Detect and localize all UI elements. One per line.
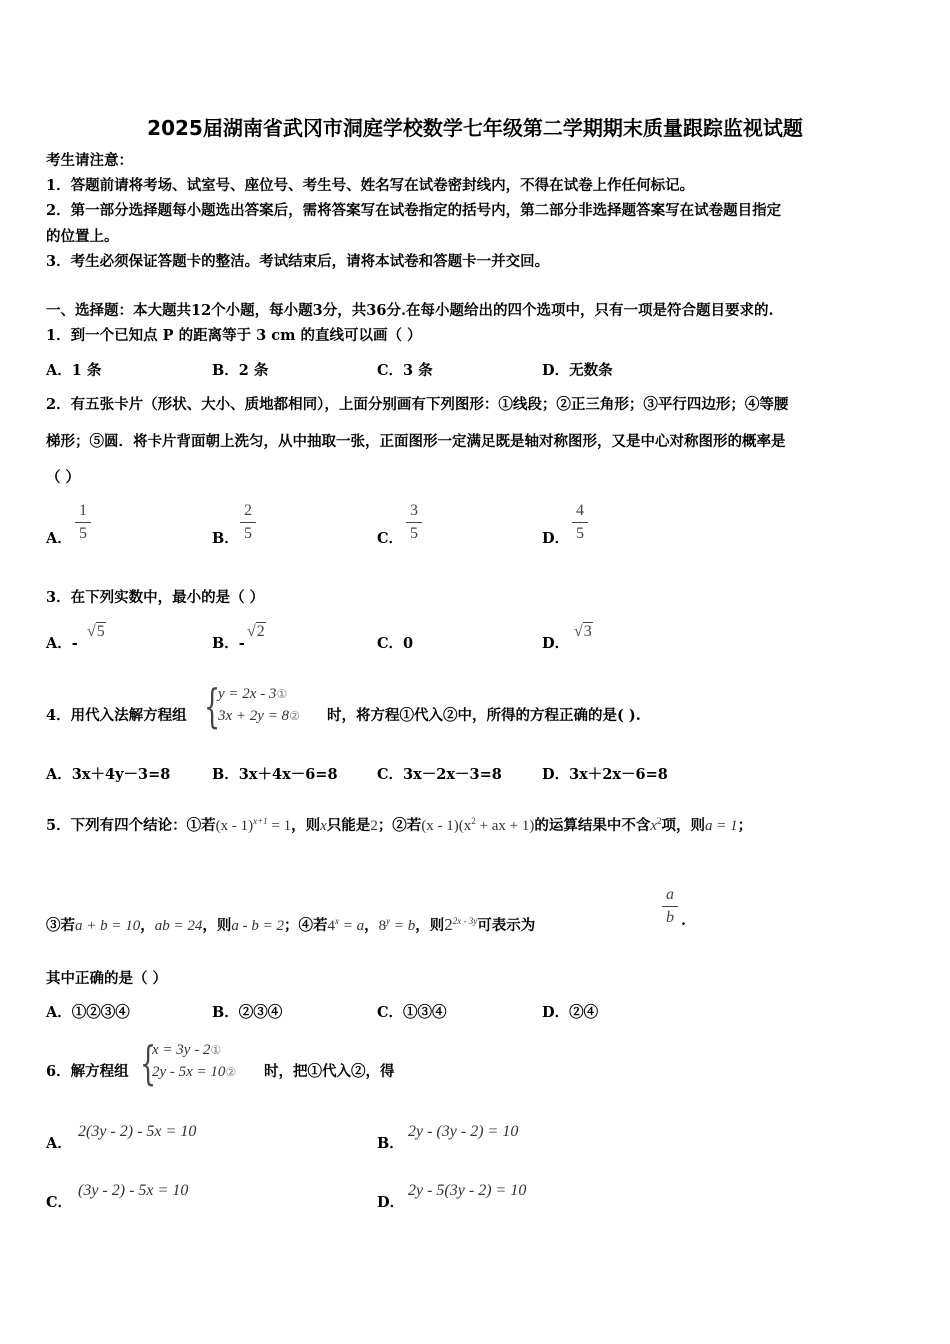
q5-text: ，: [364, 917, 379, 934]
q5-math: ab = 24: [154, 918, 203, 934]
q5-text: ③若: [46, 917, 75, 934]
q5-line-2: [46, 911, 535, 936]
fraction-numerator: 3: [410, 502, 418, 519]
q6-prefix: 6．解方程组: [46, 1063, 129, 1080]
left-brace-icon: {: [204, 679, 221, 733]
radicand: 3: [583, 623, 592, 640]
radicand: 5: [96, 623, 105, 640]
equation-text: 2y - 5x = 10: [152, 1064, 226, 1080]
q5-math: x: [320, 818, 327, 834]
q6-system: [152, 1039, 236, 1083]
q5-option-d: D．②④: [542, 1004, 599, 1021]
q3-option-a-label: A．-: [46, 635, 78, 652]
q5-math: (x - 1): [215, 818, 254, 834]
equation-text: 3x + 2y = 8: [218, 708, 290, 724]
q2-option-d-fraction: [572, 502, 588, 543]
q5-text: ；④若: [284, 917, 328, 934]
q5-math: = b: [390, 918, 416, 934]
q5-text: ，则: [291, 817, 321, 834]
q1-option-c: C．3 条: [377, 362, 433, 379]
q5-math: + ax + 1): [475, 818, 535, 834]
equation-mark: ②: [289, 709, 300, 723]
q5-math: a - b = 2: [231, 918, 284, 934]
radical-icon: √: [574, 623, 583, 640]
equation-text: y = 2x - 3: [218, 686, 277, 702]
q4-option-c: C．3x－2x－3=8: [377, 766, 502, 783]
q4-suffix: 时，将方程①代入②中，所得的方程正确的是( ).: [327, 707, 641, 724]
q5-math: 8: [378, 918, 387, 934]
radical-icon: √: [247, 623, 256, 640]
q4-option-d: D．3x＋2x－6=8: [542, 766, 668, 783]
q5-math: x: [650, 818, 658, 834]
q6-suffix: 时，把①代入②，得: [264, 1063, 395, 1080]
notice-item-1: 1．答题前请将考场、试室号、座位号、考生号、姓名写在试卷密封线内，不得在试卷上作任何标记。: [46, 177, 695, 194]
fraction-numerator: 4: [576, 502, 584, 519]
notice-item-3: 3．考生必须保证答题卡的整洁。考试结束后，请将本试卷和答题卡一并交回。: [46, 253, 550, 270]
q2-option-d-label: D．: [542, 530, 570, 547]
fraction-denominator: 5: [410, 525, 418, 542]
equation-mark: ②: [225, 1065, 237, 1079]
q6-option-a-label: A．: [46, 1135, 72, 1152]
q3-option-b-sqrt: [247, 622, 266, 641]
q5-text: 可表示为: [477, 917, 536, 934]
q5-text: ，则: [202, 917, 232, 934]
q1-option-b: B．2 条: [212, 362, 269, 379]
q5-line-1: [46, 811, 752, 836]
q3-option-d-label: D．: [542, 635, 570, 652]
q5-text: ；: [737, 817, 753, 834]
q5-text: ，则: [415, 917, 445, 934]
q6-option-a-expr: 2(3y - 2) - 5x = 10: [78, 1123, 197, 1140]
q3-option-a-sqrt: [87, 622, 106, 641]
q2-option-a-label: A．: [46, 530, 72, 547]
q5-math-sup: 2: [471, 816, 476, 826]
equation-text: x = 3y - 2: [152, 1042, 211, 1058]
q5-text: 5．下列有四个结论：①若: [46, 817, 216, 834]
q5-option-b: B．②③④: [212, 1004, 283, 1021]
fraction-numerator: 1: [79, 502, 87, 519]
q1-stem: 1．到一个已知点 P 的距离等于 3 cm 的直线可以画（ ）: [46, 327, 422, 344]
q3-stem: 3．在下列实数中，最小的是（ ）: [46, 589, 265, 606]
q6-option-d-label: D．: [377, 1194, 405, 1211]
q5-text: ；②若: [377, 817, 422, 834]
q6-option-d-expr: 2y - 5(3y - 2) = 10: [408, 1182, 527, 1199]
q4-prefix: 4．用代入法解方程组: [46, 707, 187, 724]
q6-option-c-expr: (3y - 2) - 5x = 10: [78, 1182, 189, 1199]
q2-option-b-label: B．: [212, 530, 239, 547]
q4-equation-1: [218, 683, 300, 705]
left-brace-icon: {: [140, 1036, 157, 1090]
q2-option-c-label: C．: [377, 530, 404, 547]
q5-text: 的运算结果中不含: [534, 817, 651, 834]
q5-math: (x - 1)(x: [421, 818, 472, 834]
q5-math: a = 1: [705, 818, 738, 834]
section-header: 一、选择题：本大题共12个小题，每小题3分，共36分.在每小题给出的四个选项中，只有一项是符合题目要求的.: [46, 302, 774, 319]
fraction-denominator: b: [666, 909, 674, 926]
radicand: 2: [256, 623, 265, 640]
q2-option-a-fraction: [75, 502, 91, 543]
q4-system: [218, 683, 300, 727]
q4-option-b: B．3x＋4x－6=8: [212, 766, 338, 783]
page-title: 2025届湖南省武冈市洞庭学校数学七年级第二学期期末质量跟踪监视试题: [147, 116, 803, 140]
q3-option-d-sqrt: [574, 622, 593, 641]
q2-stem-line2: 梯形；⑤圆．将卡片背面朝上洗匀，从中抽取一张，正面图形一定满足既是轴对称图形，又是中心对称图形的概率是: [46, 433, 786, 450]
q5-math-sup: 2: [657, 816, 662, 826]
q2-option-b-fraction: [240, 502, 256, 543]
q5-text: 只能是: [326, 817, 371, 834]
q2-stem-line1: 2．有五张卡片（形状、大小、质地都相同），上面分别画有下列图形：①线段；②正三角形；③平行四边形；④等腰: [46, 396, 789, 413]
q5-math: 2: [444, 915, 453, 934]
fraction-numerator: a: [666, 886, 674, 903]
fraction-denominator: 5: [244, 525, 252, 542]
q5-option-c: C．①③④: [377, 1004, 447, 1021]
q3-option-c: C．0: [377, 635, 414, 652]
q5-fraction-a-over-b: [662, 886, 678, 927]
fraction-denominator: 5: [79, 525, 87, 542]
q5-math-sup: x: [335, 916, 339, 926]
q6-option-b-label: B．: [377, 1135, 404, 1152]
equation-mark: ①: [276, 687, 288, 701]
q6-option-c-label: C．: [46, 1194, 73, 1211]
q4-equation-2: [218, 705, 300, 727]
q2-option-c-fraction: [406, 502, 422, 543]
q5-math: = a: [339, 918, 365, 934]
notice-heading: 考生请注意：: [46, 152, 133, 169]
q5-math: a + b = 10: [75, 918, 141, 934]
q5-math-sup: y: [386, 916, 391, 926]
q2-stem-line3: （ ）: [46, 469, 81, 486]
equation-mark: ①: [210, 1043, 222, 1057]
q1-option-a: A．1 条: [46, 362, 102, 379]
q5-period: .: [681, 912, 687, 929]
q6-option-b-expr: 2y - (3y - 2) = 10: [408, 1123, 519, 1140]
notice-item-2: 2．第一部分选择题每小题选出答案后，需将答案写在试卷指定的括号内，第二部分非选择题答案写在试卷题目指定: [46, 202, 782, 219]
q6-equation-1: [152, 1039, 236, 1061]
q5-math: = 1: [267, 818, 292, 834]
q5-text: ，: [140, 917, 155, 934]
q5-math-sup: 2x - 3y: [452, 916, 478, 926]
q4-option-a: A．3x＋4y－3=8: [46, 766, 171, 783]
q5-math: 4: [327, 918, 335, 934]
q5-math: 2: [370, 818, 378, 834]
q5-math-sup: x+1: [253, 816, 268, 826]
fraction-numerator: 2: [244, 502, 252, 519]
notice-item-2-cont: 的位置上。: [46, 228, 119, 245]
fraction-denominator: 5: [576, 525, 584, 542]
q6-equation-2: [152, 1061, 236, 1083]
radical-icon: √: [87, 623, 96, 640]
q3-option-b-label: B．-: [212, 635, 245, 652]
q5-conclusion: 其中正确的是（ ）: [46, 970, 168, 987]
q5-text: 项，则: [661, 817, 706, 834]
q5-option-a: A．①②③④: [46, 1004, 130, 1021]
q1-option-d: D．无数条: [542, 362, 613, 379]
